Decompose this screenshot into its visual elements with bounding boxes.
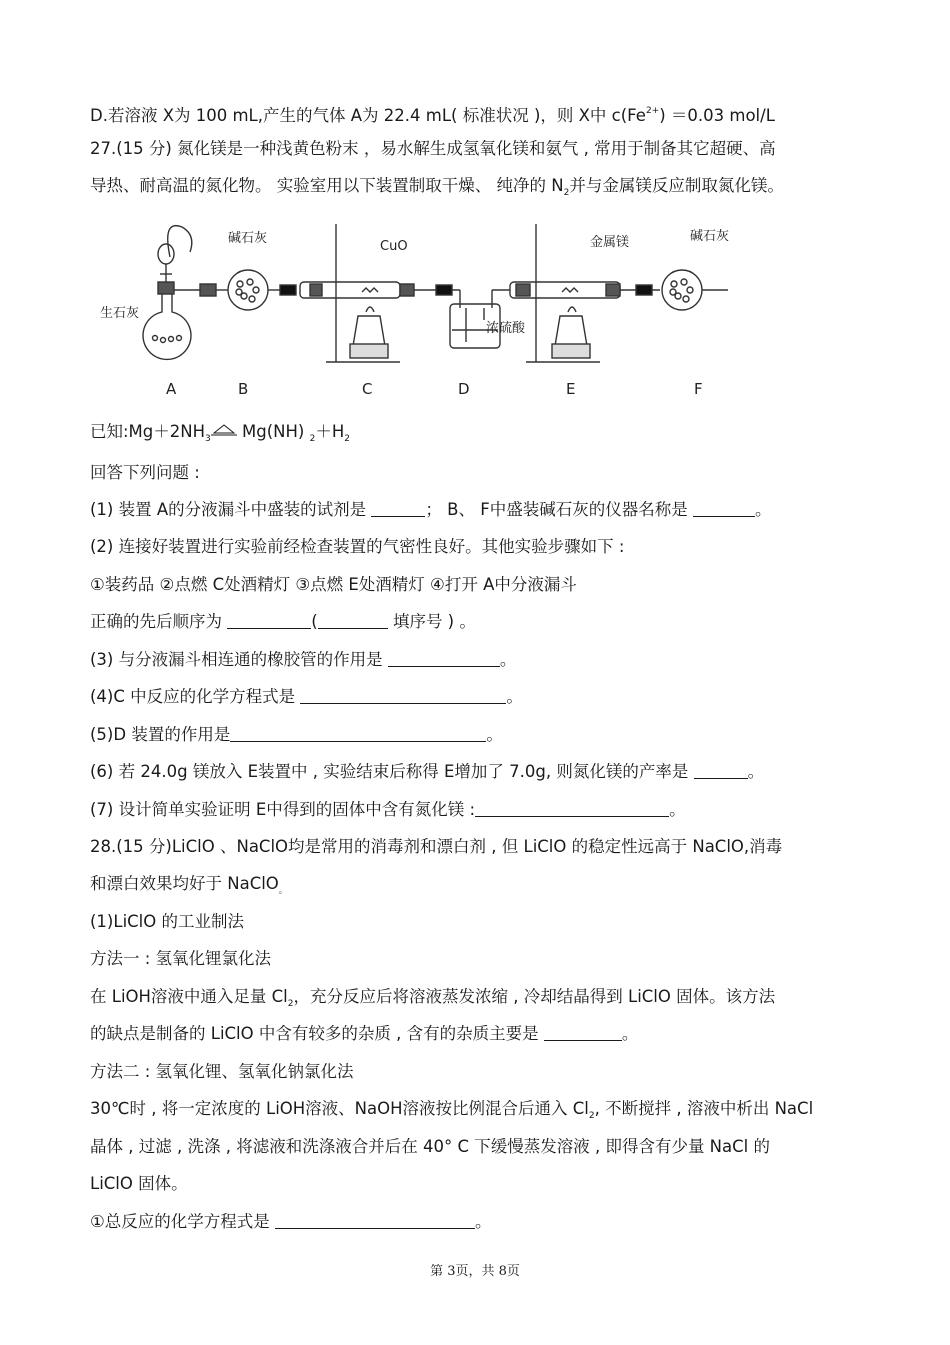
question-27-intro-2 xyxy=(90,175,784,204)
text-segment: (4)C 中反应的化学方程式是 xyxy=(90,687,296,706)
answer-blank[interactable] xyxy=(318,612,388,629)
question-intro: 回答下列问题 : xyxy=(90,463,200,482)
label-acid: 浓硫酸 xyxy=(486,321,526,336)
answer-blank[interactable] xyxy=(300,687,506,704)
label-cuo: CuO xyxy=(380,239,408,254)
text-segment: ； B、 F中盛装碱石灰的仪器名称是 xyxy=(425,500,688,519)
text-segment: (6) 若 24.0g 镁放入 E装置中 , 实验结束后称得 E增加了 7.0g, 则氮化镁的产率是 xyxy=(90,762,689,781)
question-3 xyxy=(90,649,516,671)
subscript: 2 xyxy=(563,188,570,198)
text-segment: 。 xyxy=(499,650,517,669)
method-2-text-1 xyxy=(90,1098,813,1127)
question-7 xyxy=(90,799,686,821)
question-2: (2) 连接好装置进行实验前经检查装置的气密性良好。其他实验步骤如下 : xyxy=(90,537,625,556)
superscript: 2+ xyxy=(645,106,660,116)
answer-blank[interactable] xyxy=(693,500,755,517)
page-footer: 第 3页，共 8页 xyxy=(430,1264,520,1279)
text-segment: 。 xyxy=(754,500,772,519)
label-lime: 生石灰 xyxy=(100,306,140,321)
question-27-intro-1: 27.(15 分) 氮化镁是一种浅黄色粉末 ，易水解生成氢氧化镁和氨气 , 常用于制备其它超硬、高 xyxy=(90,139,776,158)
text-segment: Mg(NH) xyxy=(242,422,305,441)
text-segment: ( xyxy=(311,612,318,631)
text-segment: D.若溶液 X为 100 mL,产生的气体 A为 22.4 mL( 标准状况 )，则 X中 c(Fe xyxy=(90,106,646,125)
text-segment: 的缺点是制备的 LiClO 中含有较多的杂质 , 含有的杂质主要是 xyxy=(90,1024,539,1043)
text-segment: ，充分反应后将溶液蒸发浓缩 , 冷却结晶得到 LiClO 固体。该方法 xyxy=(293,987,776,1006)
letter-d: D xyxy=(458,380,470,398)
method-2-title: 方法二 : 氢氧化锂、氢氧化钠氯化法 xyxy=(90,1062,354,1081)
method-2-question-1 xyxy=(90,1211,492,1233)
text-segment: 。 xyxy=(475,1212,492,1231)
answer-blank[interactable] xyxy=(275,1212,475,1229)
text-segment: ) ＝0.03 mol/L xyxy=(659,106,775,125)
letter-a: A xyxy=(166,380,177,398)
method-1-text-1 xyxy=(90,986,775,1015)
option-d-line xyxy=(90,100,775,127)
method-1-text-2 xyxy=(90,1023,638,1045)
apparatus-e xyxy=(492,224,660,362)
text-segment: 并与金属镁反应制取氮化镁。 xyxy=(569,176,784,195)
text-segment: 导热、耐高温的氮化物。 实验室用以下装置制取干燥、 纯净的 N xyxy=(90,176,564,195)
answer-blank[interactable] xyxy=(230,725,486,742)
subscript: 2 xyxy=(588,1111,595,1121)
answer-blank[interactable] xyxy=(475,800,669,817)
text-segment: 在 LiOH溶液中通入足量 Cl xyxy=(90,987,288,1006)
apparatus-f xyxy=(662,270,728,310)
text-segment: ＋H xyxy=(315,422,345,441)
answer-blank[interactable] xyxy=(371,500,425,517)
method-2-text-3: LiClO 固体。 xyxy=(90,1174,188,1193)
letter-b: B xyxy=(238,380,249,398)
text-segment: 。 xyxy=(747,762,765,781)
apparatus-d xyxy=(450,290,500,348)
method-1-title: 方法一 : 氢氧化锂氯化法 xyxy=(90,949,272,968)
text-segment: 。 xyxy=(278,886,288,896)
apparatus-a xyxy=(143,226,216,360)
answer-blank[interactable] xyxy=(227,612,311,629)
question-5 xyxy=(90,724,503,746)
text-segment: (3) 与分液漏斗相连通的橡胶管的作用是 xyxy=(90,650,383,669)
text-segment: 。 xyxy=(621,1024,639,1043)
text-segment: (1) 装置 A的分液漏斗中盛装的试剂是 xyxy=(90,500,367,519)
label-soda-lime-b: 碱石灰 xyxy=(228,231,268,246)
text-segment: ①总反应的化学方程式是 xyxy=(90,1212,270,1231)
question-28-intro-1: 28.(15 分)LiClO 、NaClO均是常用的消毒剂和漂白剂 , 但 LiClO 的稳定性远高于 NaClO,消毒 xyxy=(90,837,783,856)
question-2-steps: ①装药品 ②点燃 C处酒精灯 ③点燃 E处酒精灯 ④打开 A中分液漏斗 xyxy=(90,575,577,594)
subscript: 2 xyxy=(287,999,294,1009)
apparatus-diagram xyxy=(100,212,750,407)
answer-blank[interactable] xyxy=(694,762,748,779)
text-segment: 。 xyxy=(669,800,686,819)
text-segment: 30℃时 , 将一定浓度的 LiOH溶液、NaOH溶液按比例混合后通入 Cl xyxy=(90,1099,589,1118)
subscript: 2 xyxy=(344,434,350,444)
subscript: 2 xyxy=(309,434,316,444)
answer-blank[interactable] xyxy=(388,650,500,667)
question-1 xyxy=(90,499,771,521)
part-1-title: (1)LiClO 的工业制法 xyxy=(90,912,244,931)
heat-arrow-icon xyxy=(211,423,237,437)
question-2-order xyxy=(90,611,476,633)
text-segment: (5)D 装置的作用是 xyxy=(90,725,231,744)
letter-f: F xyxy=(694,380,703,398)
apparatus-b xyxy=(216,270,296,310)
question-6 xyxy=(90,761,764,783)
text-segment: 。 xyxy=(506,687,523,706)
text-segment: 和漂白效果均好于 NaClO xyxy=(90,874,279,893)
letter-e: E xyxy=(566,380,576,398)
text-segment: 已知:Mg＋2NH xyxy=(90,422,206,441)
known-reaction xyxy=(90,421,350,450)
letter-c: C xyxy=(362,380,373,398)
subscript: 3 xyxy=(205,434,211,444)
text-segment: 。 xyxy=(486,725,503,744)
text-segment: 正确的先后顺序为 xyxy=(90,612,222,631)
method-2-text-2: 晶体 , 过滤 , 洗涤 , 将滤液和洗涤液合并后在 40° C 下缓慢蒸发溶液 , 即得含有少量 NaCl 的 xyxy=(90,1137,770,1156)
label-soda-lime-f: 碱石灰 xyxy=(690,229,730,244)
question-28-intro-2 xyxy=(90,873,288,902)
text-segment: (7) 设计简单实验证明 E中得到的固体中含有氮化镁 : xyxy=(90,800,476,819)
label-mg: 金属镁 xyxy=(590,235,630,250)
answer-blank[interactable] xyxy=(544,1024,622,1041)
text-segment: , 不断搅拌 , 溶液中析出 NaCl xyxy=(594,1099,814,1118)
text-segment: 填序号 ) 。 xyxy=(392,612,476,631)
question-4 xyxy=(90,686,523,708)
